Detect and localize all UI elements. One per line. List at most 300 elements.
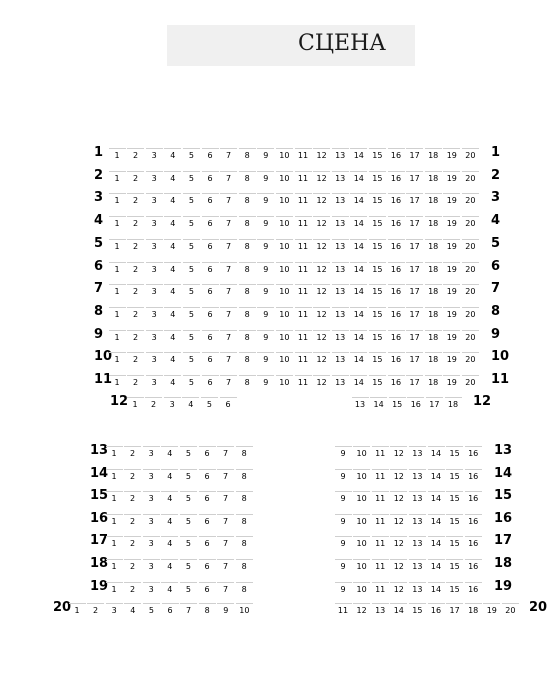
seat[interactable]: 6 (202, 239, 219, 252)
seat[interactable]: 15 (369, 284, 386, 297)
seat[interactable]: 10 (276, 148, 293, 161)
seat[interactable]: 15 (369, 171, 386, 184)
seat[interactable]: 16 (388, 307, 405, 320)
seat[interactable]: 2 (127, 239, 144, 252)
seat[interactable]: 14 (350, 375, 367, 388)
seat[interactable]: 6 (199, 491, 216, 504)
seat[interactable]: 17 (406, 171, 423, 184)
seat[interactable]: 9 (257, 262, 274, 275)
seat[interactable]: 12 (390, 491, 407, 504)
seat[interactable]: 18 (425, 330, 442, 343)
seat[interactable]: 9 (335, 491, 352, 504)
seat[interactable]: 3 (146, 148, 163, 161)
seat[interactable]: 14 (428, 536, 445, 549)
seat[interactable]: 2 (127, 307, 144, 320)
seat[interactable]: 11 (372, 446, 389, 459)
seat[interactable]: 10 (276, 262, 293, 275)
seat[interactable]: 2 (127, 375, 144, 388)
seat[interactable]: 12 (390, 446, 407, 459)
seat[interactable]: 6 (199, 582, 216, 595)
seat[interactable]: 15 (369, 239, 386, 252)
seat[interactable]: 8 (239, 284, 256, 297)
seat[interactable]: 13 (332, 352, 349, 365)
seat[interactable]: 12 (390, 582, 407, 595)
seat[interactable]: 13 (409, 446, 426, 459)
seat[interactable]: 15 (446, 491, 463, 504)
seat[interactable]: 1 (106, 491, 123, 504)
seat[interactable]: 8 (239, 352, 256, 365)
seat[interactable]: 14 (350, 262, 367, 275)
seat[interactable]: 13 (409, 582, 426, 595)
seat[interactable]: 18 (425, 262, 442, 275)
seat[interactable]: 14 (428, 469, 445, 482)
seat[interactable]: 5 (143, 603, 160, 616)
seat[interactable]: 10 (353, 469, 370, 482)
seat[interactable]: 12 (390, 469, 407, 482)
seat[interactable]: 7 (220, 352, 237, 365)
seat[interactable]: 1 (109, 375, 126, 388)
seat[interactable]: 5 (183, 171, 200, 184)
seat[interactable]: 16 (465, 469, 482, 482)
seat[interactable]: 6 (202, 307, 219, 320)
seat[interactable]: 6 (202, 375, 219, 388)
seat[interactable]: 1 (109, 284, 126, 297)
seat[interactable]: 11 (372, 514, 389, 527)
seat[interactable]: 12 (353, 603, 370, 616)
seat[interactable]: 5 (180, 469, 197, 482)
seat[interactable]: 10 (353, 582, 370, 595)
seat[interactable]: 16 (465, 514, 482, 527)
seat[interactable]: 13 (372, 603, 389, 616)
seat[interactable]: 1 (106, 582, 123, 595)
seat[interactable]: 15 (369, 375, 386, 388)
seat[interactable]: 18 (425, 239, 442, 252)
seat[interactable]: 6 (220, 397, 237, 410)
seat[interactable]: 3 (146, 216, 163, 229)
seat[interactable]: 13 (409, 559, 426, 572)
seat[interactable]: 3 (146, 262, 163, 275)
seat[interactable]: 13 (332, 375, 349, 388)
seat[interactable]: 16 (388, 262, 405, 275)
seat[interactable]: 4 (164, 307, 181, 320)
seat[interactable]: 12 (313, 262, 330, 275)
seat[interactable]: 3 (146, 239, 163, 252)
seat[interactable]: 9 (257, 330, 274, 343)
seat[interactable]: 11 (295, 307, 312, 320)
seat[interactable]: 20 (462, 262, 479, 275)
seat[interactable]: 12 (313, 307, 330, 320)
seat[interactable]: 17 (406, 193, 423, 206)
seat[interactable]: 9 (257, 171, 274, 184)
seat[interactable]: 1 (106, 536, 123, 549)
seat[interactable]: 9 (335, 582, 352, 595)
seat[interactable]: 4 (164, 375, 181, 388)
seat[interactable]: 5 (183, 375, 200, 388)
seat[interactable]: 19 (443, 352, 460, 365)
seat[interactable]: 5 (183, 239, 200, 252)
seat[interactable]: 1 (106, 514, 123, 527)
seat[interactable]: 15 (446, 514, 463, 527)
seat[interactable]: 9 (335, 469, 352, 482)
seat[interactable]: 13 (332, 171, 349, 184)
seat[interactable]: 8 (199, 603, 216, 616)
seat[interactable]: 8 (236, 536, 253, 549)
seat[interactable]: 5 (180, 536, 197, 549)
seat[interactable]: 15 (369, 193, 386, 206)
seat[interactable]: 5 (180, 491, 197, 504)
seat[interactable]: 1 (106, 469, 123, 482)
seat[interactable]: 9 (335, 514, 352, 527)
seat[interactable]: 3 (146, 284, 163, 297)
seat[interactable]: 6 (199, 469, 216, 482)
seat[interactable]: 16 (388, 193, 405, 206)
seat[interactable]: 18 (425, 216, 442, 229)
seat[interactable]: 7 (220, 216, 237, 229)
seat[interactable]: 1 (106, 559, 123, 572)
seat[interactable]: 13 (332, 330, 349, 343)
seat[interactable]: 4 (164, 262, 181, 275)
seat[interactable]: 8 (236, 446, 253, 459)
seat[interactable]: 15 (389, 397, 406, 410)
seat[interactable]: 10 (276, 352, 293, 365)
seat[interactable]: 14 (428, 559, 445, 572)
seat[interactable]: 2 (127, 284, 144, 297)
seat[interactable]: 19 (443, 239, 460, 252)
seat[interactable]: 3 (164, 397, 181, 410)
seat[interactable]: 7 (217, 559, 234, 572)
seat[interactable]: 8 (239, 330, 256, 343)
seat[interactable]: 2 (124, 491, 141, 504)
seat[interactable]: 3 (146, 375, 163, 388)
seat[interactable]: 5 (183, 307, 200, 320)
seat[interactable]: 8 (239, 216, 256, 229)
seat[interactable]: 5 (180, 514, 197, 527)
seat[interactable]: 17 (406, 375, 423, 388)
seat[interactable]: 2 (127, 148, 144, 161)
seat[interactable]: 11 (372, 536, 389, 549)
seat[interactable]: 12 (313, 171, 330, 184)
seat[interactable]: 13 (332, 148, 349, 161)
seat[interactable]: 4 (164, 284, 181, 297)
seat[interactable]: 20 (462, 216, 479, 229)
seat[interactable]: 5 (183, 148, 200, 161)
seat[interactable]: 11 (295, 284, 312, 297)
seat[interactable]: 16 (388, 284, 405, 297)
seat[interactable]: 14 (350, 284, 367, 297)
seat[interactable]: 20 (462, 239, 479, 252)
seat[interactable]: 1 (127, 397, 144, 410)
seat[interactable]: 8 (239, 262, 256, 275)
seat[interactable]: 15 (409, 603, 426, 616)
seat[interactable]: 4 (164, 193, 181, 206)
seat[interactable]: 5 (180, 582, 197, 595)
seat[interactable]: 7 (217, 469, 234, 482)
seat[interactable]: 18 (425, 352, 442, 365)
seat[interactable]: 4 (164, 352, 181, 365)
seat[interactable]: 8 (236, 469, 253, 482)
seat[interactable]: 3 (143, 582, 160, 595)
seat[interactable]: 9 (257, 148, 274, 161)
seat[interactable]: 8 (239, 375, 256, 388)
seat[interactable]: 12 (313, 330, 330, 343)
seat[interactable]: 20 (462, 330, 479, 343)
seat[interactable]: 3 (146, 330, 163, 343)
seat[interactable]: 17 (406, 239, 423, 252)
seat[interactable]: 14 (428, 446, 445, 459)
seat[interactable]: 9 (217, 603, 234, 616)
seat[interactable]: 2 (127, 216, 144, 229)
seat[interactable]: 7 (180, 603, 197, 616)
seat[interactable]: 17 (406, 307, 423, 320)
seat[interactable]: 9 (335, 536, 352, 549)
seat[interactable]: 7 (217, 582, 234, 595)
seat[interactable]: 10 (276, 375, 293, 388)
seat[interactable]: 14 (428, 582, 445, 595)
seat[interactable]: 10 (353, 491, 370, 504)
seat[interactable]: 14 (350, 216, 367, 229)
seat[interactable]: 14 (350, 171, 367, 184)
seat[interactable]: 4 (164, 330, 181, 343)
seat[interactable]: 5 (183, 262, 200, 275)
seat[interactable]: 8 (239, 307, 256, 320)
seat[interactable]: 8 (236, 582, 253, 595)
seat[interactable]: 11 (372, 491, 389, 504)
seat[interactable]: 14 (370, 397, 387, 410)
seat[interactable]: 20 (462, 193, 479, 206)
seat[interactable]: 8 (236, 514, 253, 527)
seat[interactable]: 7 (220, 193, 237, 206)
seat[interactable]: 18 (465, 603, 482, 616)
seat[interactable]: 14 (350, 307, 367, 320)
seat[interactable]: 11 (295, 148, 312, 161)
seat[interactable]: 2 (124, 514, 141, 527)
seat[interactable]: 4 (161, 446, 178, 459)
seat[interactable]: 9 (257, 216, 274, 229)
seat[interactable]: 16 (388, 239, 405, 252)
seat[interactable]: 9 (257, 375, 274, 388)
seat[interactable]: 1 (106, 446, 123, 459)
seat[interactable]: 16 (388, 148, 405, 161)
seat[interactable]: 19 (443, 284, 460, 297)
seat[interactable]: 9 (257, 307, 274, 320)
seat[interactable]: 10 (353, 446, 370, 459)
seat[interactable]: 6 (202, 171, 219, 184)
seat[interactable]: 5 (183, 284, 200, 297)
seat[interactable]: 2 (124, 536, 141, 549)
seat[interactable]: 1 (69, 603, 86, 616)
seat[interactable]: 10 (353, 536, 370, 549)
seat[interactable]: 4 (124, 603, 141, 616)
seat[interactable]: 15 (369, 330, 386, 343)
seat[interactable]: 16 (388, 330, 405, 343)
seat[interactable]: 13 (332, 193, 349, 206)
seat[interactable]: 17 (406, 284, 423, 297)
seat[interactable]: 4 (164, 171, 181, 184)
seat[interactable]: 11 (295, 330, 312, 343)
seat[interactable]: 3 (143, 469, 160, 482)
seat[interactable]: 19 (443, 193, 460, 206)
seat[interactable]: 12 (313, 216, 330, 229)
seat[interactable]: 3 (143, 536, 160, 549)
seat[interactable]: 5 (183, 193, 200, 206)
seat[interactable]: 17 (406, 352, 423, 365)
seat[interactable]: 12 (390, 536, 407, 549)
seat[interactable]: 20 (462, 375, 479, 388)
seat[interactable]: 14 (350, 239, 367, 252)
seat[interactable]: 20 (462, 307, 479, 320)
seat[interactable]: 5 (183, 330, 200, 343)
seat[interactable]: 8 (239, 239, 256, 252)
seat[interactable]: 17 (406, 330, 423, 343)
seat[interactable]: 18 (425, 171, 442, 184)
seat[interactable]: 14 (350, 148, 367, 161)
seat[interactable]: 8 (236, 491, 253, 504)
seat[interactable]: 18 (425, 148, 442, 161)
seat[interactable]: 16 (465, 446, 482, 459)
seat[interactable]: 12 (390, 514, 407, 527)
seat[interactable]: 12 (313, 239, 330, 252)
seat[interactable]: 19 (443, 216, 460, 229)
seat[interactable]: 15 (446, 536, 463, 549)
seat[interactable]: 9 (257, 193, 274, 206)
seat[interactable]: 13 (409, 514, 426, 527)
seat[interactable]: 2 (127, 262, 144, 275)
seat[interactable]: 18 (425, 284, 442, 297)
seat[interactable]: 4 (161, 582, 178, 595)
seat[interactable]: 5 (180, 559, 197, 572)
seat[interactable]: 5 (201, 397, 218, 410)
seat[interactable]: 10 (276, 171, 293, 184)
seat[interactable]: 19 (483, 603, 500, 616)
seat[interactable]: 7 (220, 330, 237, 343)
seat[interactable]: 13 (409, 491, 426, 504)
seat[interactable]: 17 (406, 262, 423, 275)
seat[interactable]: 1 (109, 262, 126, 275)
seat[interactable]: 11 (372, 582, 389, 595)
seat[interactable]: 14 (350, 193, 367, 206)
seat[interactable]: 1 (109, 307, 126, 320)
seat[interactable]: 15 (446, 582, 463, 595)
seat[interactable]: 15 (369, 307, 386, 320)
seat[interactable]: 16 (407, 397, 424, 410)
seat[interactable]: 9 (257, 284, 274, 297)
seat[interactable]: 4 (161, 514, 178, 527)
seat[interactable]: 20 (462, 171, 479, 184)
seat[interactable]: 9 (257, 352, 274, 365)
seat[interactable]: 10 (353, 514, 370, 527)
seat[interactable]: 16 (465, 582, 482, 595)
seat[interactable]: 4 (161, 491, 178, 504)
seat[interactable]: 13 (332, 307, 349, 320)
seat[interactable]: 5 (183, 352, 200, 365)
seat[interactable]: 18 (425, 375, 442, 388)
seat[interactable]: 14 (350, 352, 367, 365)
seat[interactable]: 6 (202, 352, 219, 365)
seat[interactable]: 11 (295, 216, 312, 229)
seat[interactable]: 18 (425, 193, 442, 206)
seat[interactable]: 16 (388, 216, 405, 229)
seat[interactable]: 12 (313, 148, 330, 161)
seat[interactable]: 6 (202, 262, 219, 275)
seat[interactable]: 5 (180, 446, 197, 459)
seat[interactable]: 19 (443, 330, 460, 343)
seat[interactable]: 6 (202, 148, 219, 161)
seat[interactable]: 15 (369, 216, 386, 229)
seat[interactable]: 14 (350, 330, 367, 343)
seat[interactable]: 6 (199, 514, 216, 527)
seat[interactable]: 1 (109, 352, 126, 365)
seat[interactable]: 6 (199, 536, 216, 549)
seat[interactable]: 3 (146, 307, 163, 320)
seat[interactable]: 3 (106, 603, 123, 616)
seat[interactable]: 14 (428, 514, 445, 527)
seat[interactable]: 4 (164, 216, 181, 229)
seat[interactable]: 11 (295, 171, 312, 184)
seat[interactable]: 20 (462, 352, 479, 365)
seat[interactable]: 15 (369, 352, 386, 365)
seat[interactable]: 4 (164, 239, 181, 252)
seat[interactable]: 13 (352, 397, 369, 410)
seat[interactable]: 12 (313, 284, 330, 297)
seat[interactable]: 11 (295, 239, 312, 252)
seat[interactable]: 13 (332, 216, 349, 229)
seat[interactable]: 1 (109, 216, 126, 229)
seat[interactable]: 2 (124, 469, 141, 482)
seat[interactable]: 4 (182, 397, 199, 410)
seat[interactable]: 18 (445, 397, 462, 410)
seat[interactable]: 3 (143, 446, 160, 459)
seat[interactable]: 8 (239, 193, 256, 206)
seat[interactable]: 2 (127, 352, 144, 365)
seat[interactable]: 15 (369, 148, 386, 161)
seat[interactable]: 13 (332, 239, 349, 252)
seat[interactable]: 7 (220, 171, 237, 184)
seat[interactable]: 2 (124, 446, 141, 459)
seat[interactable]: 17 (406, 216, 423, 229)
seat[interactable]: 16 (388, 171, 405, 184)
seat[interactable]: 8 (236, 559, 253, 572)
seat[interactable]: 16 (465, 536, 482, 549)
seat[interactable]: 10 (353, 559, 370, 572)
seat[interactable]: 4 (161, 559, 178, 572)
seat[interactable]: 7 (217, 536, 234, 549)
seat[interactable]: 16 (388, 375, 405, 388)
seat[interactable]: 7 (220, 239, 237, 252)
seat[interactable]: 7 (220, 284, 237, 297)
seat[interactable]: 6 (202, 330, 219, 343)
seat[interactable]: 9 (335, 446, 352, 459)
seat[interactable]: 19 (443, 262, 460, 275)
seat[interactable]: 3 (143, 514, 160, 527)
seat[interactable]: 12 (313, 193, 330, 206)
seat[interactable]: 20 (462, 284, 479, 297)
seat[interactable]: 13 (332, 284, 349, 297)
seat[interactable]: 4 (161, 469, 178, 482)
seat[interactable]: 2 (124, 582, 141, 595)
seat[interactable]: 8 (239, 148, 256, 161)
seat[interactable]: 10 (276, 193, 293, 206)
seat[interactable]: 15 (446, 446, 463, 459)
seat[interactable]: 11 (295, 352, 312, 365)
seat[interactable]: 14 (390, 603, 407, 616)
seat[interactable]: 13 (409, 536, 426, 549)
seat[interactable]: 2 (87, 603, 104, 616)
seat[interactable]: 1 (109, 171, 126, 184)
seat[interactable]: 16 (465, 491, 482, 504)
seat[interactable]: 7 (220, 375, 237, 388)
seat[interactable]: 2 (127, 171, 144, 184)
seat[interactable]: 7 (217, 491, 234, 504)
